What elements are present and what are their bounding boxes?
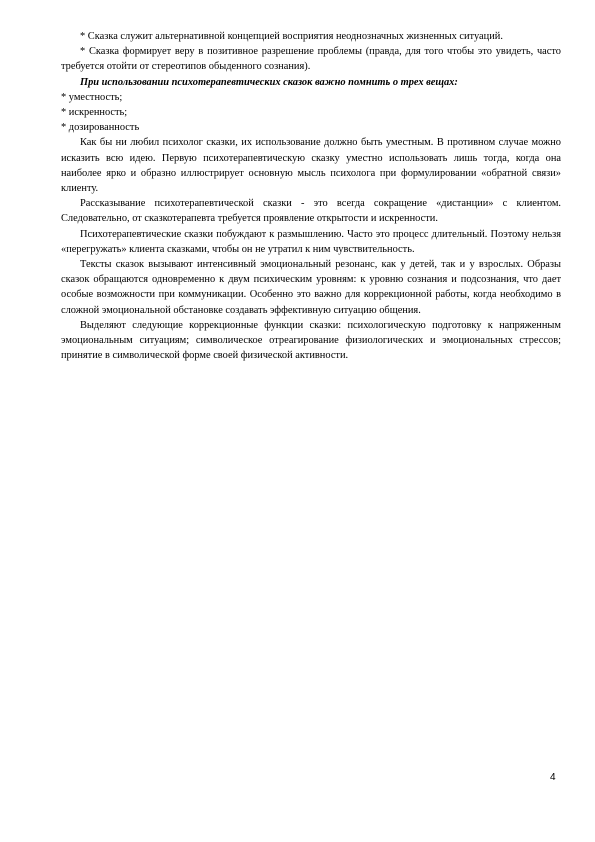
paragraph-appropriateness: Как бы ни любил психолог сказки, их использование должно быть уместным. В противном случае можно исказить всю идею. Первую психотерапевтическую сказку уместно использовать лишь тогда, когда она наиболее ярко и образно иллюстрирует основную мысль психолога при формулировании «обратной связи» клиенту. xyxy=(61,137,561,195)
list-item-sincerity: * искренность; xyxy=(61,107,128,119)
paragraph-emotional-resonance: Тексты сказок вызывают интенсивный эмоциональный резонанс, как у детей, так и у взрослых. Образы сказок обращаются одновременно к двум психическим уровням: к уровню сознания и подсознания, что дает особые возможности при коммуникации. Особенно это важно для коррекционной работы, когда необходимо в сложной эмоциональной обстановке создавать эффективную ситуацию общения. xyxy=(61,259,561,316)
list-item-dosage: * дозированность xyxy=(61,122,140,134)
bullet-paragraph-alternative-concept: * Сказка служит альтернативной концепцией восприятия неоднозначных жизненных ситуаций. xyxy=(80,31,503,42)
document-body xyxy=(61,29,561,363)
page-number: 4 xyxy=(550,772,556,783)
section-heading-three-things: При использовании психотерапевтических сказок важно помнить о трех вещах: xyxy=(80,76,458,88)
paragraph-correction-functions: Выделяют следующие коррекционные функции сказки: психологическую подготовку к напряженным эмоциональным ситуациям; символическое отреагирование физиологических и эмоциональных стрессов; принятие в символической форме своей физической активности. xyxy=(61,319,561,362)
paragraph-sincerity: Рассказывание психотерапевтической сказки - это всегда сокращение «дистанции» с клиентом. Следовательно, от сказкотерапевта требуется проявление открытости и искренности. xyxy=(61,198,561,225)
bullet-paragraph-faith-in-resolution: * Сказка формирует веру в позитивное разрешение проблемы (правда, для того чтобы это увидеть, часто требуется отойти от стереотипов обыденного сознания). xyxy=(61,46,561,73)
paragraph-dosage: Психотерапевтические сказки побуждают к размышлению. Часто это процесс длительный. Поэтому нельзя «перегружать» клиента сказками, чтобы он не утратил к ним чувствительность. xyxy=(61,228,561,255)
list-item-appropriateness: * уместность; xyxy=(61,91,123,103)
